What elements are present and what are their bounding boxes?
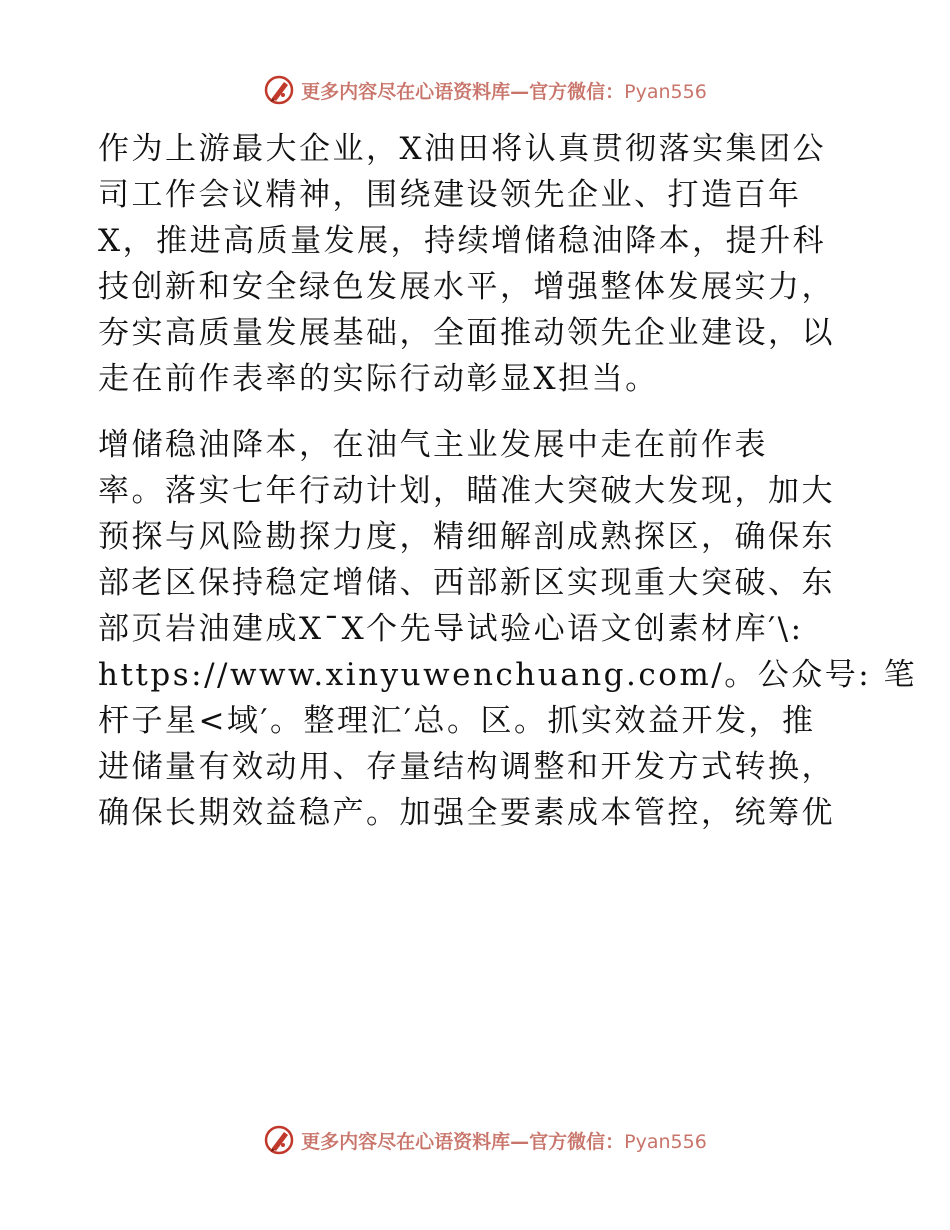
watermark-wechat-id: Pyan556: [624, 80, 707, 103]
paragraph-line: 确保长期效益稳产。加强全要素成本管控，统筹优: [98, 795, 835, 831]
paragraph-line: 率。落实七年行动计划，瞄准大突破大发现，加大: [98, 473, 835, 509]
paragraph-line: 部页岩油建成X¯X个先导试验心语文创素材库′\:: [98, 611, 804, 647]
paragraph-1: [98, 126, 858, 402]
paragraph-line: 作为上游最大企业，X油田将认真贯彻落实集团公: [98, 131, 827, 167]
watermark-wechat-id: Pyan556: [624, 1130, 707, 1153]
paragraph-line: 夯实高质量发展基础，全面推动领先企业建设，以: [98, 315, 835, 351]
watermark-text: 更多内容尽在心语资料库—官方微信：Pyan556: [301, 80, 707, 103]
pen-logo-icon: [263, 74, 295, 106]
footer-watermark: [0, 1120, 950, 1160]
paragraph-line: https://www.xinyuwenchuang.com/。公众号: 笔: [98, 657, 918, 693]
paragraph-2: [98, 422, 918, 836]
paragraph-line: X，推进高质量发展，持续增储稳油降本，提升科: [98, 223, 827, 259]
paragraph-line: 走在前作表率的实际行动彰显X担当。: [98, 361, 659, 397]
paragraph-line: 技创新和安全绿色发展水平，增强整体发展实力，: [98, 269, 835, 305]
paragraph-line: 部老区保持稳定增储、西部新区实现重大突破、东: [98, 565, 835, 601]
paragraph-line: 预探与风险勘探力度，精细解剖成熟探区，确保东: [98, 519, 835, 555]
watermark-text: 更多内容尽在心语资料库—官方微信：Pyan556: [301, 1130, 707, 1153]
pen-logo-icon: [263, 1124, 295, 1156]
paragraph-line: 司工作会议精神，围绕建设领先企业、打造百年: [98, 177, 802, 213]
document-body: [98, 126, 918, 836]
paragraph-line: 杆子星<域′。整理汇′总。区。抓实效益开发，推: [98, 703, 816, 739]
paragraph-line: 进储量有效动用、存量结构调整和开发方式转换，: [98, 749, 835, 785]
watermark-group: [263, 74, 707, 106]
header-watermark: [0, 70, 950, 110]
paragraph-line: 增储稳油降本，在油气主业发展中走在前作表: [98, 427, 768, 463]
watermark-group: [263, 1124, 707, 1156]
